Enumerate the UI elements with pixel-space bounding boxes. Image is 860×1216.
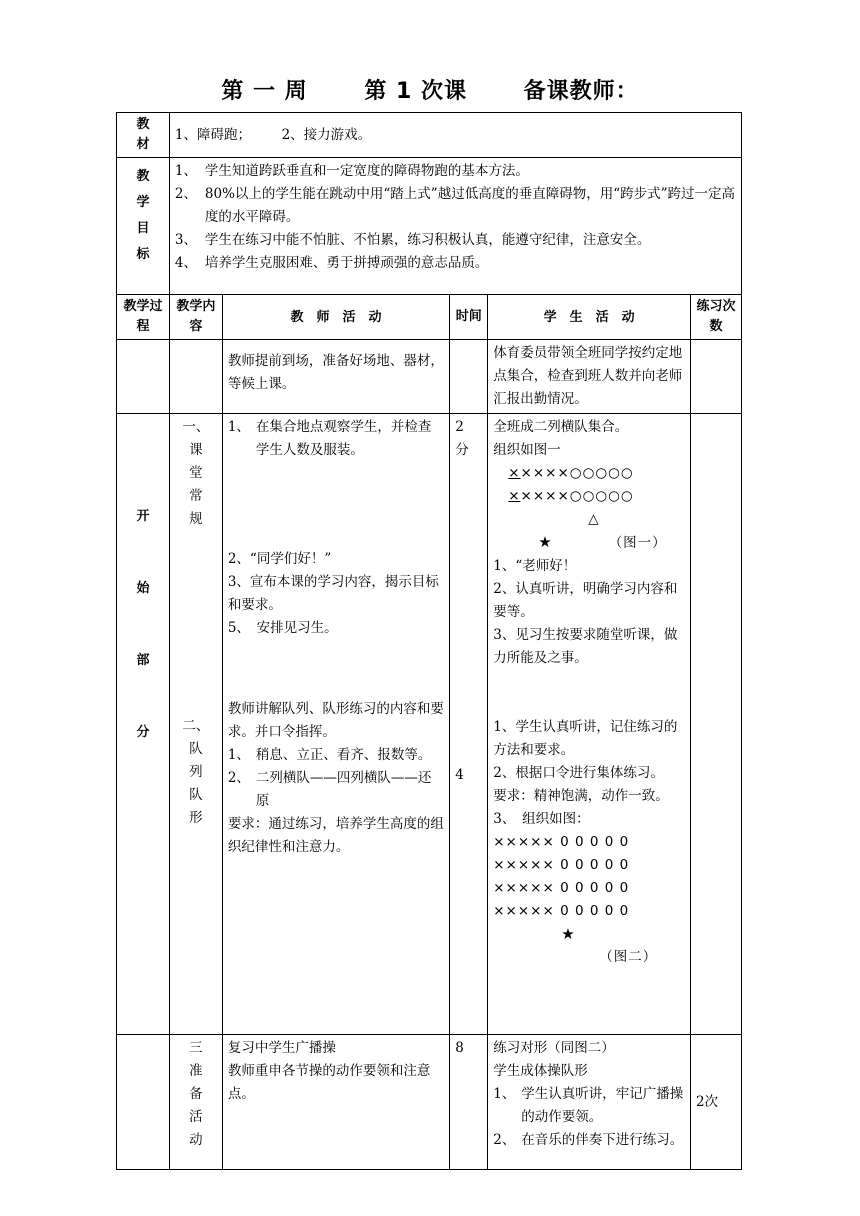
cell-empty xyxy=(691,414,742,1035)
row0-student: 体育委员带领全班同学按约定地点集合，检查到班人数并向老师汇报出勤情况。 xyxy=(488,340,691,414)
teacher-item: 2、“同学们好！” xyxy=(227,551,332,567)
student-item: 学生成体操队形 xyxy=(493,1063,588,1079)
content-line: 三 xyxy=(189,1040,203,1056)
student-item: 全班成二列横队集合。 xyxy=(493,419,629,435)
header-process: 教学过程 xyxy=(117,295,170,340)
teacher-item: 要求：通过练习，培养学生高度的组织纪律性和注意力。 xyxy=(227,816,444,855)
cell-empty xyxy=(450,340,488,414)
teacher-item: 1、 在集合地点观察学生，并检查学生人数及服装。 xyxy=(227,419,432,458)
student-item: 1、“老师好！ xyxy=(493,558,577,574)
content-line: 列 xyxy=(189,764,203,780)
content-line: 一、 xyxy=(182,419,210,435)
cell-empty xyxy=(117,1035,170,1170)
content-line: 队 xyxy=(189,787,203,803)
material-label-char: 教 xyxy=(136,117,150,132)
table-row xyxy=(117,340,742,414)
header-teacher-activity: 教 师 活 动 xyxy=(222,295,449,340)
material-item: 1、障碍跑； xyxy=(174,126,251,143)
title-week: 第 一 周 xyxy=(221,79,308,104)
content-line: 队 xyxy=(189,741,203,757)
teacher-position-triangle: △ xyxy=(588,511,600,527)
row2-content xyxy=(169,1035,222,1170)
content-line: 动 xyxy=(189,1132,203,1148)
table-row xyxy=(117,414,742,1035)
title-lesson: 第 1 次课 xyxy=(364,79,467,104)
student-item: 3、 组织如图： xyxy=(493,811,590,827)
formation-row: ×××××○○○○○ xyxy=(508,488,634,504)
formation-diagram-1 xyxy=(493,462,685,555)
content-line: 二、 xyxy=(182,718,210,734)
student-item: 1、学生认真听讲，记住练习的方法和要求。 xyxy=(493,719,678,758)
diagram-caption: （图二） xyxy=(599,949,658,965)
cell-empty xyxy=(169,340,222,414)
row2-teacher xyxy=(222,1035,449,1170)
student-item: 3、见习生按要求随堂听课，做力所能及之事。 xyxy=(493,627,678,666)
material-label-char: 材 xyxy=(136,137,150,152)
content-line: 准 xyxy=(189,1063,203,1079)
title-teacher: 备课教师： xyxy=(523,79,639,104)
content-line: 备 xyxy=(189,1086,203,1102)
student-item: 2、认真听讲，明确学习内容和要等。 xyxy=(493,581,678,620)
row1-time xyxy=(450,414,488,1035)
objectives-label-char: 教 xyxy=(136,169,150,184)
process-char: 部 xyxy=(136,653,150,668)
teacher-item: 2、 二列横队——四列横队——还原 xyxy=(227,770,432,809)
formation-diagram-2 xyxy=(493,831,685,969)
student-item: 1、 学生认真听讲，牢记广播操的动作要领。 xyxy=(493,1086,684,1125)
objective-item: 1、 学生知道跨跃垂直和一定宽度的障碍物跑的基本方法。 xyxy=(174,163,529,179)
objectives-label-char: 目 xyxy=(136,221,150,236)
header-row xyxy=(117,295,742,340)
objectives-row xyxy=(117,158,742,295)
student-item: 2、 在音乐的伴奏下进行练习。 xyxy=(493,1132,684,1148)
formation-row: ×××××○○○○○ xyxy=(508,465,634,481)
row2-count: 2次 xyxy=(691,1035,742,1170)
material-content xyxy=(169,113,741,158)
formation-row: ××××× 0 0 0 0 0 xyxy=(493,880,630,896)
time-value: 4 xyxy=(455,767,464,783)
objective-item: 4、 培养学生克服困难、勇于拼搏顽强的意志品质。 xyxy=(174,255,489,271)
content-line: 形 xyxy=(189,810,203,826)
row1-content xyxy=(169,414,222,1035)
row2-time: 8 xyxy=(450,1035,488,1170)
process-char: 分 xyxy=(136,725,150,740)
objectives-label-char: 学 xyxy=(136,195,150,210)
row0-teacher: 教师提前到场，准备好场地、器材，等候上课。 xyxy=(222,340,449,414)
content-line: 堂 xyxy=(189,465,203,481)
formation-row: ××××× 0 0 0 0 0 xyxy=(493,857,630,873)
objective-item: 3、 学生在练习中能不怕脏、不怕累，练习积极认真，能遵守纪律，注意安全。 xyxy=(174,232,651,248)
process-char: 开 xyxy=(136,509,150,524)
row2-student xyxy=(488,1035,691,1170)
student-item: 练习对形（同图二） xyxy=(493,1040,615,1056)
content-line: 常 xyxy=(189,488,203,504)
header-content: 教学内容 xyxy=(169,295,222,340)
teacher-item: 教师重申各节操的动作要领和注意点。 xyxy=(227,1063,431,1102)
header-time: 时间 xyxy=(450,295,488,340)
process-char: 始 xyxy=(136,581,150,596)
lesson-plan-table xyxy=(116,112,742,1170)
teacher-item: 5、 安排见习生。 xyxy=(227,620,338,636)
material-item: 2、接力游戏。 xyxy=(281,126,372,143)
material-label xyxy=(117,113,170,158)
objectives-content xyxy=(169,158,741,295)
star-icon: ★ xyxy=(561,925,576,943)
cell-empty xyxy=(117,340,170,414)
diagram-caption: （图一） xyxy=(608,535,667,551)
formation-row: ××××× 0 0 0 0 0 xyxy=(493,903,630,919)
page-title xyxy=(0,74,860,105)
row1-teacher xyxy=(222,414,449,1035)
cell-empty xyxy=(691,340,742,414)
teacher-item: 教师讲解队列、队形练习的内容和要求。并口令指挥。 xyxy=(227,701,444,740)
table-row xyxy=(117,1035,742,1170)
student-item: 要求：精神饱满，动作一致。 xyxy=(493,788,669,804)
formation-row: ××××× 0 0 0 0 0 xyxy=(493,834,630,850)
time-value: 2分 xyxy=(455,419,469,458)
content-line: 课 xyxy=(189,442,203,458)
student-item: 2、根据口令进行集体练习。 xyxy=(493,765,664,781)
row1-student xyxy=(488,414,691,1035)
student-item: 组织如图一 xyxy=(493,442,561,458)
header-student-activity: 学 生 活 动 xyxy=(488,295,691,340)
row1-process xyxy=(117,414,170,1035)
objectives-label xyxy=(117,158,170,295)
material-row xyxy=(117,113,742,158)
content-line: 规 xyxy=(189,511,203,527)
objective-item: 2、 80%以上的学生能在跳动中用“踏上式”越过低高度的垂直障碍物，用“跨步式”跨过一定高度的水平障碍。 xyxy=(174,186,736,225)
objectives-label-char: 标 xyxy=(136,247,150,262)
teacher-item: 3、宣布本课的学习内容，揭示目标和要求。 xyxy=(227,574,439,613)
teacher-item: 复习中学生广播操 xyxy=(227,1040,336,1056)
teacher-item: 1、 稍息、立正、看齐、报数等。 xyxy=(227,747,432,763)
diagram-footer xyxy=(508,531,685,555)
header-practice-count: 练习次数 xyxy=(691,295,742,340)
content-line: 活 xyxy=(189,1109,203,1125)
star-icon: ★ xyxy=(538,533,553,551)
